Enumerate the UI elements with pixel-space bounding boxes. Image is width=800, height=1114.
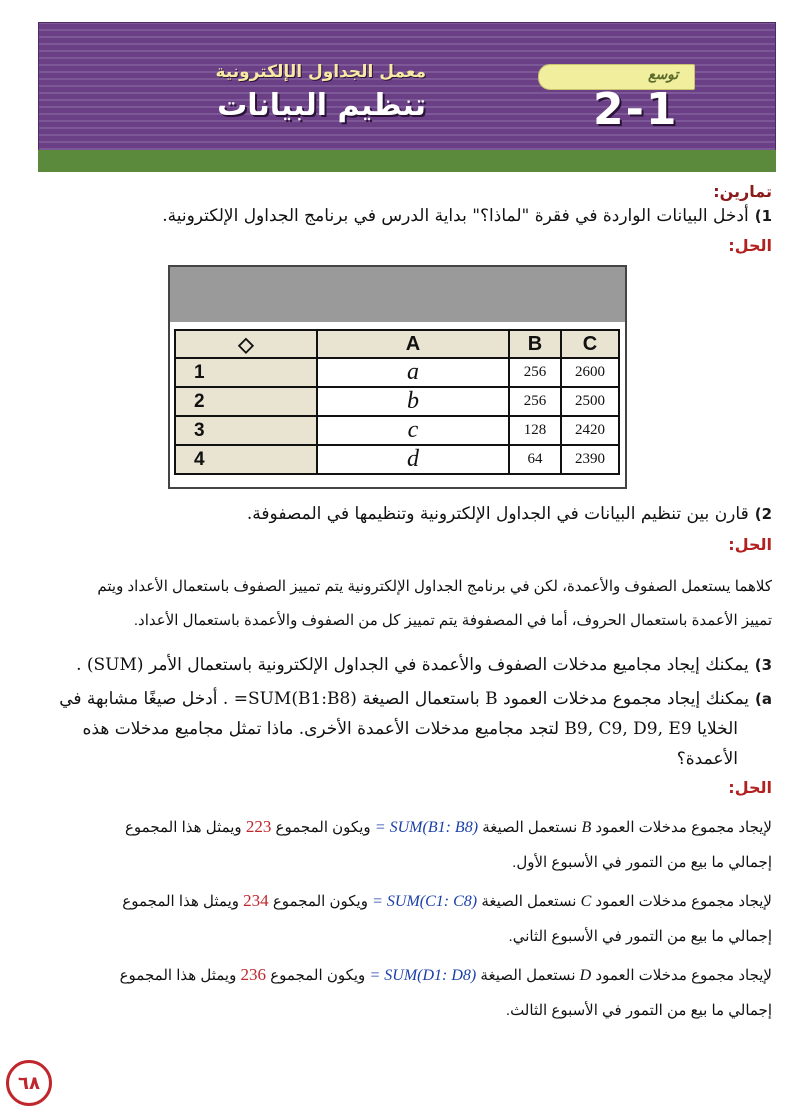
answer-3-2-line-2: إجمالي ما بيع من التمور في الأسبوع الثاني. bbox=[508, 928, 772, 945]
spreadsheet-image bbox=[168, 265, 627, 489]
cell-b: 256 bbox=[509, 387, 561, 416]
cell-a: b bbox=[317, 387, 509, 416]
answer-3-2-line-1 bbox=[122, 886, 772, 917]
table-row bbox=[175, 416, 619, 445]
answer-3-3-line-2: إجمالي ما بيع من التمور في الأسبوع الثالث. bbox=[505, 1002, 772, 1019]
question-1-text: أدخل البيانات الواردة في فقرة "لماذا؟" بداية الدرس في برنامج الجداول الإلكترونية. bbox=[162, 206, 749, 226]
table-row bbox=[175, 445, 619, 474]
column-header-c: C bbox=[561, 330, 619, 358]
answer-prefix: لإيجاد مجموع مدخلات العمود bbox=[595, 819, 772, 836]
page-number: ٦٨ bbox=[6, 1060, 52, 1106]
solution-label-2: الحل: bbox=[728, 535, 772, 554]
table-header-row bbox=[175, 330, 619, 358]
answer-prefix: لإيجاد مجموع مدخلات العمود bbox=[595, 893, 772, 910]
question-3 bbox=[76, 655, 772, 675]
corner-header-cell: ◇ bbox=[175, 330, 317, 358]
answer-suffix: ويمثل هذا المجموع bbox=[124, 819, 242, 836]
question-3a-line-2: الخلايا B9, C9, D9, E9 لتجد مجاميع مدخلات الأعمدة الأخرى. ماذا تمثل مجاميع مدخلات هذه bbox=[82, 719, 738, 739]
question-3a-line-3: الأعمدة؟ bbox=[676, 749, 738, 769]
answer-3-1-line-1 bbox=[125, 812, 772, 843]
question-3-number: 3) bbox=[754, 656, 772, 674]
spreadsheet-table bbox=[174, 329, 620, 475]
cell-a: c bbox=[317, 416, 509, 445]
question-2-text: قارن بين تنظيم البيانات في الجداول الإلكترونية وتنظيمها في المصفوفة. bbox=[246, 504, 749, 524]
question-1-number: 1) bbox=[754, 207, 772, 225]
total-label: ويكون المجموع bbox=[270, 967, 366, 984]
spreadsheet-toolbar-area bbox=[170, 267, 625, 322]
lesson-number: 2-1 bbox=[593, 84, 679, 135]
cell-c: 2420 bbox=[561, 416, 619, 445]
answer-2-line-1: كلاهما يستعمل الصفوف والأعمدة، لكن في برنامج الجداول الإلكترونية يتم تمييز الصفوف باستعمال الأعداد ويتم bbox=[97, 578, 772, 595]
exercises-heading: تمارين: bbox=[713, 182, 772, 201]
total-label: ويكون المجموع bbox=[272, 893, 368, 910]
question-3-text: يمكنك إيجاد مجاميع مدخلات الصفوف والأعمدة في الجداول الإلكترونية باستعمال الأمر (SUM) . bbox=[76, 655, 749, 675]
row-header: 2 bbox=[175, 387, 317, 416]
cell-c: 2500 bbox=[561, 387, 619, 416]
banner-text-area bbox=[38, 22, 776, 172]
cell-a: a bbox=[317, 358, 509, 387]
question-3a-label: a) bbox=[755, 690, 772, 708]
question-2-number: 2) bbox=[754, 505, 772, 523]
question-1 bbox=[162, 206, 772, 226]
question-3a-line-1 bbox=[59, 689, 772, 709]
row-header: 3 bbox=[175, 416, 317, 445]
table-row bbox=[175, 358, 619, 387]
sum-total: 234 bbox=[243, 891, 269, 910]
cell-a: d bbox=[317, 445, 509, 474]
answer-prefix: لإيجاد مجموع مدخلات العمود bbox=[595, 967, 772, 984]
column-letter: B bbox=[581, 819, 592, 836]
table-row bbox=[175, 387, 619, 416]
sum-total: 236 bbox=[240, 965, 267, 984]
solution-label-1: الحل: bbox=[728, 236, 772, 255]
answer-mid: نستعمل الصيغة bbox=[482, 819, 578, 836]
answer-suffix: ويمثل هذا المجموع bbox=[122, 893, 239, 910]
question-3a-text-1: يمكنك إيجاد مجموع مدخلات العمود B باستعمال الصيغة SUM(B1:B8)= . أدخل صيغًا مشابهة في bbox=[59, 689, 750, 709]
answer-3-3-line-1 bbox=[120, 960, 772, 991]
lesson-tag: توسع bbox=[648, 67, 679, 83]
sum-formula: = SUM(C1: C8) bbox=[372, 893, 478, 910]
question-2 bbox=[247, 504, 772, 524]
answer-suffix: ويمثل هذا المجموع bbox=[119, 967, 237, 984]
cell-b: 128 bbox=[509, 416, 561, 445]
cell-b: 256 bbox=[509, 358, 561, 387]
answer-3-1-line-2: إجمالي ما بيع من التمور في الأسبوع الأول. bbox=[512, 854, 772, 871]
sum-formula: = SUM(B1: B8) bbox=[374, 819, 479, 836]
cell-c: 2390 bbox=[561, 445, 619, 474]
sum-total: 223 bbox=[245, 817, 272, 836]
answer-mid: نستعمل الصيغة bbox=[481, 893, 577, 910]
row-header: 4 bbox=[175, 445, 317, 474]
column-letter: C bbox=[580, 893, 592, 910]
column-header-b: B bbox=[509, 330, 561, 358]
column-header-a: A bbox=[317, 330, 509, 358]
total-label: ويكون المجموع bbox=[275, 819, 371, 836]
banner-subtitle: معمل الجداول الإلكترونية bbox=[215, 62, 426, 82]
answer-mid: نستعمل الصيغة bbox=[480, 967, 576, 984]
row-header: 1 bbox=[175, 358, 317, 387]
solution-label-3: الحل: bbox=[728, 778, 772, 797]
sum-formula: = SUM(D1: D8) bbox=[369, 967, 477, 984]
page-title: تنظيم البيانات bbox=[217, 88, 426, 123]
column-letter: D bbox=[579, 967, 592, 984]
cell-b: 64 bbox=[509, 445, 561, 474]
answer-2-line-2: تمييز الأعمدة باستعمال الحروف، أما في المصفوفة يتم تمييز كل من الصفوف والأعمدة باستعمال الأعداد. bbox=[133, 612, 772, 629]
cell-c: 2600 bbox=[561, 358, 619, 387]
